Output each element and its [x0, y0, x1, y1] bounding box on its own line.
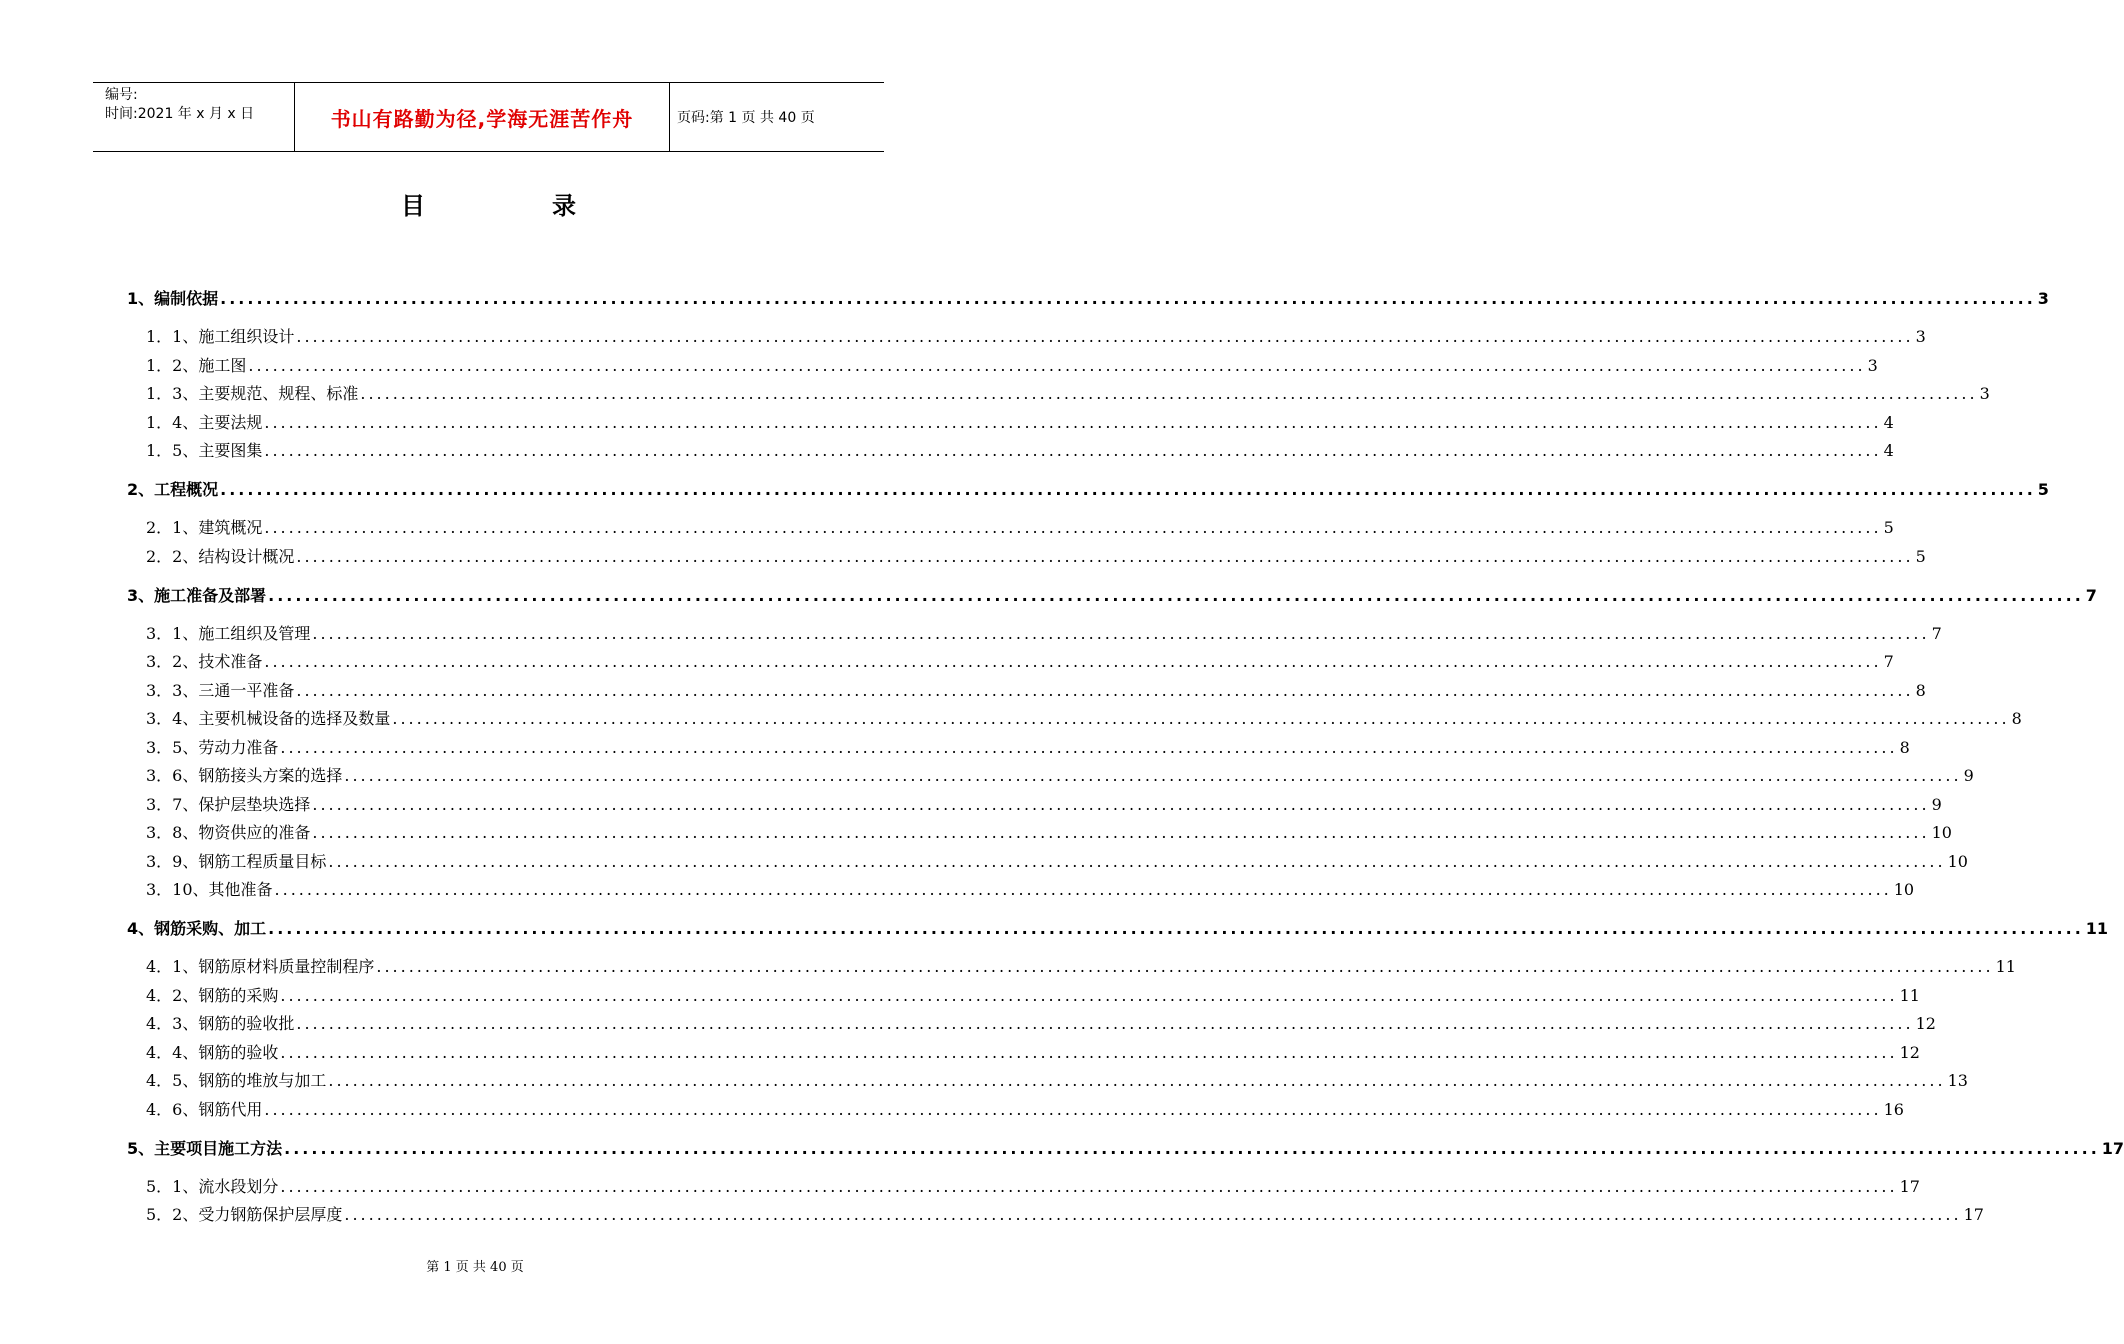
toc-entry-page: 11: [2085, 919, 2109, 938]
toc-leader-dots: ........................................................................................................................................................................................................: [312, 794, 1930, 814]
toc-section-entry[interactable]: [146, 735, 1910, 758]
toc-entry-label: 1．1、施工组织设计: [146, 327, 295, 346]
toc-section-entry[interactable]: [146, 877, 1915, 900]
header-motto-cell: [294, 83, 670, 151]
toc-section-entry[interactable]: [146, 438, 1894, 461]
toc-leader-dots: ........................................................................................................................................................................................................: [268, 585, 2084, 605]
toc-entry-label: 3．7、保护层垫块选择: [146, 794, 311, 814]
toc-entry-label: 5．1、流水段划分: [146, 1176, 279, 1196]
toc-entry-label: 4．3、钢筋的验收批: [146, 1014, 295, 1033]
toc-section-entry[interactable]: [146, 1040, 1920, 1063]
toc-entry-label: 1．4、主要法规: [146, 412, 263, 432]
toc-leader-dots: ........................................................................................................................................................................................................: [248, 355, 1866, 375]
toc-section-entry[interactable]: [146, 544, 1926, 567]
toc-leader-dots: ........................................................................................................................................................................................................: [264, 518, 1882, 537]
toc-entry-page: 4: [1883, 412, 1894, 432]
toc-entry-label: 3、施工准备及部署: [127, 585, 267, 605]
toc-section-entry[interactable]: [146, 353, 1878, 376]
toc-entry-page: 3: [1915, 327, 1926, 346]
toc-entry-page: 12: [1899, 1042, 1920, 1062]
toc-leader-dots: ........................................................................................................................................................................................................: [284, 1138, 2100, 1158]
toc-chapter-entry[interactable]: [127, 1136, 2124, 1159]
toc-section-entry[interactable]: [146, 621, 1942, 644]
toc-entry-label: 1．2、施工图: [146, 355, 247, 375]
toc-entry-label: 4．2、钢筋的采购: [146, 985, 279, 1005]
toc-entry-label: 4．5、钢筋的堆放与加工: [146, 1071, 327, 1090]
toc-entry-page: 17: [1899, 1176, 1920, 1196]
toc-leader-dots: ........................................................................................................................................................................................................: [280, 737, 1898, 757]
page-footer: 第 1 页 共 40 页: [426, 1260, 524, 1275]
toc-leader-dots: ........................................................................................................................................................................................................: [296, 1014, 1914, 1033]
toc-section-entry[interactable]: [146, 381, 1990, 404]
toc-entry-label: 1．5、主要图集: [146, 441, 263, 460]
toc-entry-label: 4．4、钢筋的验收: [146, 1042, 279, 1062]
toc-section-entry[interactable]: [146, 983, 1920, 1006]
toc-entry-label: 4、钢筋采购、加工: [127, 919, 267, 938]
toc-leader-dots: ........................................................................................................................................................................................................: [392, 709, 2010, 728]
toc-entry-label: 2．1、建筑概况: [146, 518, 263, 537]
toc-entry-label: 3．5、劳动力准备: [146, 737, 279, 757]
toc-section-entry[interactable]: [146, 649, 1894, 672]
toc-entry-page: 5: [1915, 546, 1926, 566]
toc-leader-dots: ........................................................................................................................................................................................................: [312, 823, 1930, 842]
toc-section-entry[interactable]: [146, 515, 1894, 538]
toc-section-entry[interactable]: [146, 1202, 1984, 1225]
toc-title-right: 录: [552, 192, 576, 220]
toc-entry-label: 3．8、物资供应的准备: [146, 823, 311, 842]
toc-entry-label: 5、主要项目施工方法: [127, 1138, 283, 1158]
toc-entry-label: 3．4、主要机械设备的选择及数量: [146, 709, 391, 728]
toc-entry-page: 13: [1947, 1071, 1968, 1090]
toc-entry-page: 7: [2085, 585, 2097, 605]
toc-section-entry[interactable]: [146, 410, 1894, 433]
toc-leader-dots: ........................................................................................................................................................................................................: [360, 384, 1978, 403]
toc-entry-label: 3．10、其他准备: [146, 880, 273, 899]
toc-entry-page: 8: [1899, 737, 1910, 757]
toc-leader-dots: ........................................................................................................................................................................................................: [274, 880, 1892, 899]
toc-leader-dots: ........................................................................................................................................................................................................: [280, 1176, 1898, 1196]
toc-leader-dots: ........................................................................................................................................................................................................: [296, 680, 1914, 700]
toc-entry-label: 4．1、钢筋原材料质量控制程序: [146, 957, 375, 976]
toc-leader-dots: ........................................................................................................................................................................................................: [328, 1071, 1946, 1090]
toc-entry-page: 7: [1931, 623, 1942, 643]
toc-section-entry[interactable]: [146, 1174, 1920, 1197]
toc-entry-page: 8: [1915, 680, 1926, 700]
toc-leader-dots: ........................................................................................................................................................................................................: [264, 412, 1882, 432]
toc-entry-label: 3．3、三通一平准备: [146, 680, 295, 700]
toc-entry-label: 3．9、钢筋工程质量目标: [146, 851, 327, 871]
toc-entry-page: 5: [2037, 480, 2049, 499]
toc-entry-page: 9: [1963, 766, 1974, 785]
toc-entry-page: 10: [1931, 823, 1952, 842]
toc-section-entry[interactable]: [146, 792, 1942, 815]
toc-section-entry[interactable]: [146, 1068, 1968, 1091]
toc-entry-label: 2、工程概况: [127, 480, 219, 499]
toc-entry-page: 7: [1883, 652, 1894, 671]
toc-leader-dots: ........................................................................................................................................................................................................: [296, 327, 1914, 346]
toc-leader-dots: ........................................................................................................................................................................................................: [264, 652, 1882, 671]
toc-leader-dots: ........................................................................................................................................................................................................: [296, 546, 1914, 566]
header-number-label: 编号:: [105, 87, 138, 103]
header-meta: [93, 83, 294, 151]
toc-leader-dots: ........................................................................................................................................................................................................: [312, 623, 1930, 643]
toc-leader-dots: ........................................................................................................................................................................................................: [264, 441, 1882, 460]
toc-leader-dots: ........................................................................................................................................................................................................: [344, 766, 1962, 785]
toc-section-entry[interactable]: [146, 763, 1974, 786]
toc-leader-dots: ........................................................................................................................................................................................................: [220, 289, 2036, 308]
header-motto: 书山有路勤为径,学海无涯苦作舟: [330, 107, 634, 131]
toc-entry-page: 4: [1883, 441, 1894, 460]
toc-section-entry[interactable]: [146, 1011, 1936, 1034]
toc-leader-dots: ........................................................................................................................................................................................................: [280, 985, 1898, 1005]
toc-entry-page: 11: [1899, 985, 1920, 1005]
toc-entry-page: 16: [1883, 1099, 1904, 1119]
toc-leader-dots: ........................................................................................................................................................................................................: [280, 1042, 1898, 1062]
toc-chapter-entry[interactable]: [127, 477, 2049, 500]
toc-entry-page: 17: [1963, 1205, 1984, 1224]
toc-entry-page: 10: [1893, 880, 1915, 899]
toc-entry-label: 4．6、钢筋代用: [146, 1099, 263, 1119]
toc-entry-label: 3．1、施工组织及管理: [146, 623, 311, 643]
toc-section-entry[interactable]: [146, 324, 1926, 347]
toc-entry-page: 17: [2101, 1138, 2124, 1158]
header-time-label: 时间:2021 年 x 月 x 日: [105, 106, 255, 122]
toc-title-left: 目: [401, 192, 425, 220]
toc-entry-label: 1．3、主要规范、规程、标准: [146, 384, 359, 403]
toc-chapter-entry[interactable]: [127, 583, 2097, 606]
toc-entry-page: 5: [1883, 518, 1894, 537]
toc-entry-page: 3: [2037, 289, 2049, 308]
toc-entry-page: 3: [1979, 384, 1990, 403]
header-page-info: 页码:第 1 页 共 40 页: [677, 110, 815, 126]
toc-section-entry[interactable]: [146, 954, 2016, 977]
header-page-cell: [669, 83, 884, 151]
toc-entry-label: 5．2、受力钢筋保护层厚度: [146, 1205, 343, 1224]
toc-section-entry[interactable]: [146, 678, 1926, 701]
toc-leader-dots: ........................................................................................................................................................................................................: [268, 919, 2084, 938]
toc-entry-label: 3．2、技术准备: [146, 652, 263, 671]
toc-section-entry[interactable]: [146, 706, 2022, 729]
toc-chapter-entry[interactable]: [127, 916, 2109, 939]
toc-entry-page: 10: [1947, 851, 1968, 871]
toc-leader-dots: ........................................................................................................................................................................................................: [220, 480, 2036, 499]
toc-chapter-entry[interactable]: [127, 286, 2049, 309]
toc-leader-dots: ........................................................................................................................................................................................................: [344, 1205, 1962, 1224]
toc-section-entry[interactable]: [146, 1097, 1904, 1120]
page-header: [93, 82, 884, 152]
toc-leader-dots: ........................................................................................................................................................................................................: [264, 1099, 1882, 1119]
toc-entry-label: 2．2、结构设计概况: [146, 546, 295, 566]
toc-leader-dots: ........................................................................................................................................................................................................: [328, 851, 1946, 871]
toc-section-entry[interactable]: [146, 849, 1968, 872]
toc-entry-label: 3．6、钢筋接头方案的选择: [146, 766, 343, 785]
toc-entry-page: 12: [1915, 1014, 1936, 1033]
toc-entry-page: 9: [1931, 794, 1942, 814]
toc-section-entry[interactable]: [146, 820, 1952, 843]
toc-leader-dots: ........................................................................................................................................................................................................: [376, 957, 1994, 976]
toc-entry-page: 8: [2011, 709, 2022, 728]
toc-entry-page: 11: [1995, 957, 2016, 976]
toc-entry-page: 3: [1867, 355, 1878, 375]
toc-entry-label: 1、编制依据: [127, 289, 219, 308]
